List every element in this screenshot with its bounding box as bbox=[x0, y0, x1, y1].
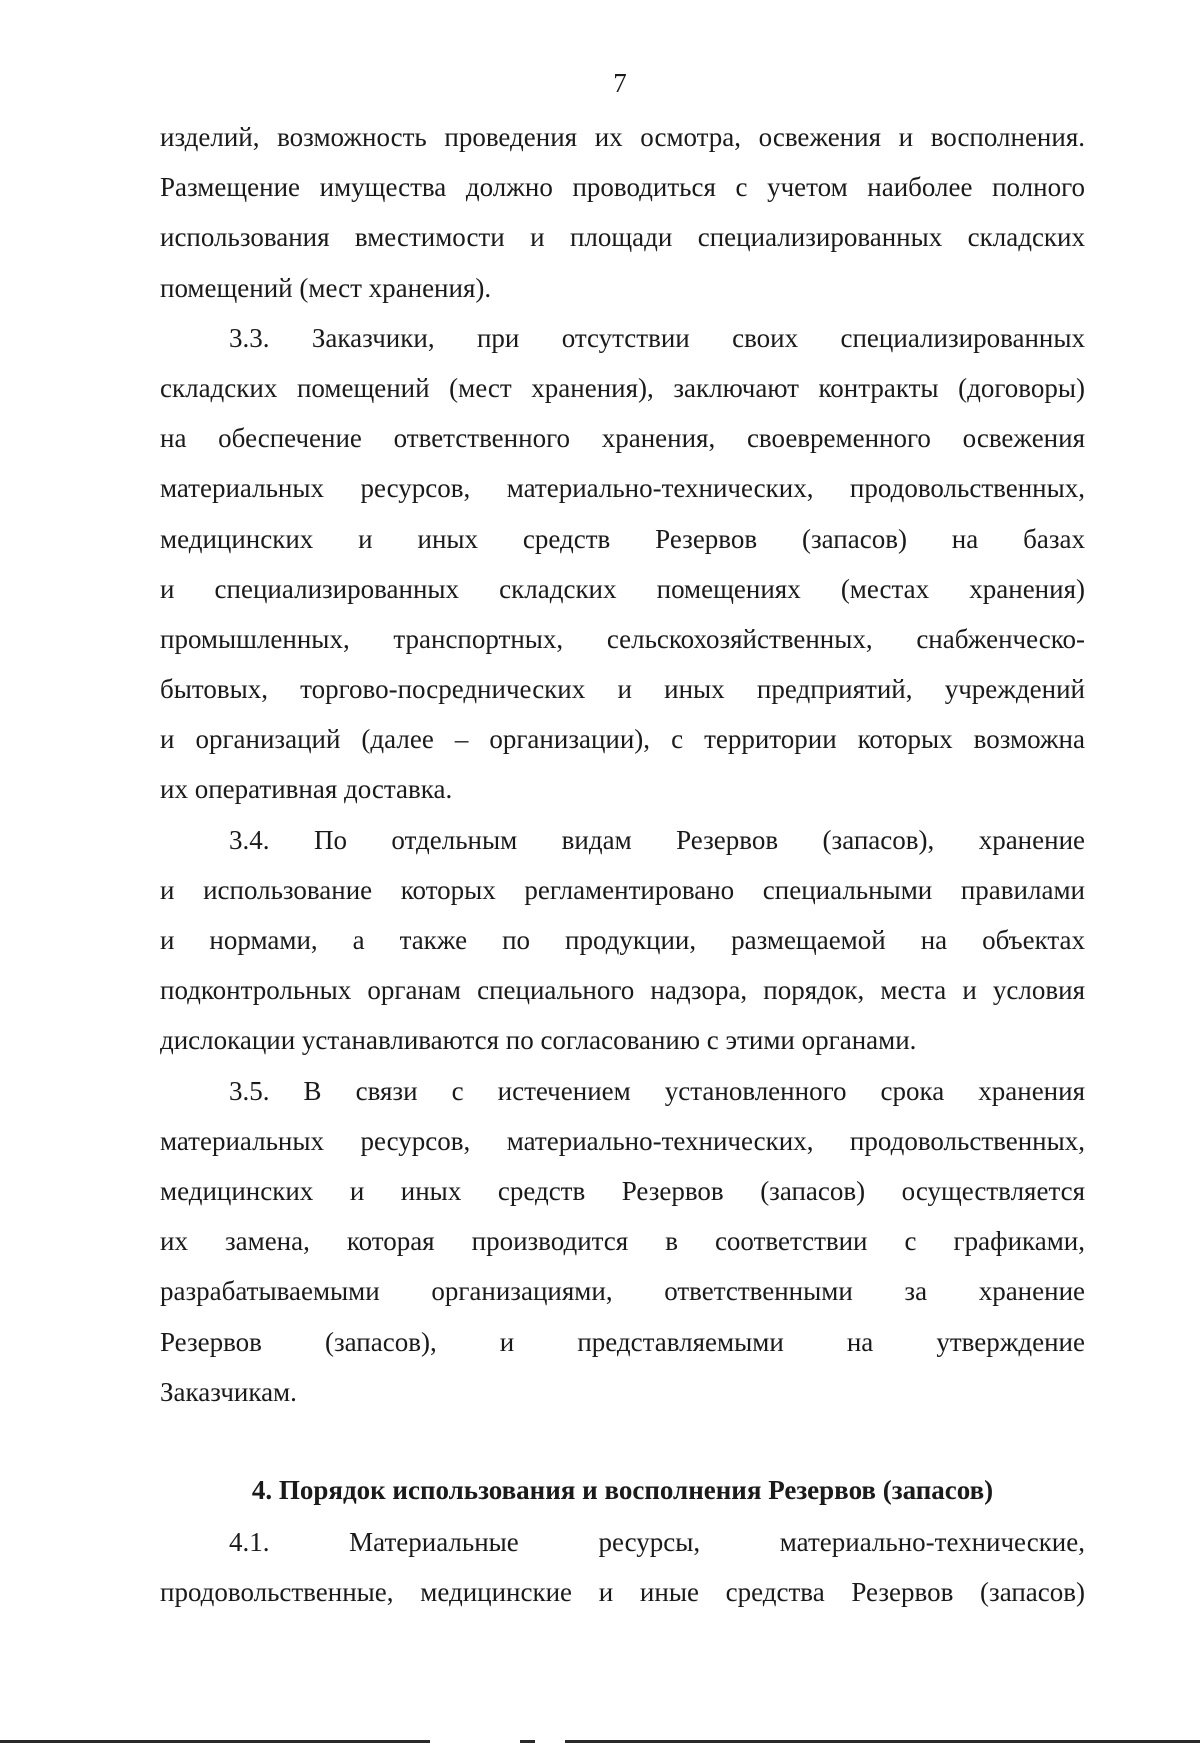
text-line: Заказчикам. bbox=[160, 1376, 297, 1407]
text-line: материальных ресурсов, материально-технических, продовольственных, bbox=[160, 473, 1085, 504]
document-body bbox=[160, 112, 1085, 1617]
text-line: материальных ресурсов, материально-технических, продовольственных, bbox=[160, 1125, 1085, 1156]
text-line: и использование которых регламентировано специальными правилами bbox=[160, 874, 1085, 905]
text-line: разрабатываемыми организациями, ответственными за хранение bbox=[160, 1276, 1085, 1307]
paragraph-3-3 bbox=[160, 313, 1085, 815]
text-line: на обеспечение ответственного хранения, своевременного освежения bbox=[160, 423, 1085, 454]
text-line: и специализированных складских помещениях (местах хранения) bbox=[160, 573, 1085, 604]
scan-edge-gap bbox=[535, 1738, 565, 1745]
text-line: помещений (мест хранения). bbox=[160, 272, 492, 303]
text-line: медицинских и иных средств Резервов (запасов) осуществляется bbox=[160, 1175, 1085, 1206]
paragraph-3-5 bbox=[160, 1066, 1085, 1417]
text-line: и организаций (далее – организации), с территории которых возможна bbox=[160, 724, 1085, 755]
text-line: изделий, возможность проведения их осмотра, освежения и восполнения. bbox=[160, 122, 1085, 152]
text-line: использования вместимости и площади специализированных складских bbox=[160, 222, 1085, 253]
text-line: медицинских и иных средств Резервов (запасов) на базах bbox=[160, 523, 1085, 554]
text-line: подконтрольных органам специального надзора, порядок, места и условия bbox=[160, 975, 1085, 1006]
text-line: складских помещений (мест хранения), заключают контракты (договоры) bbox=[160, 372, 1085, 403]
text-line: промышленных, транспортных, сельскохозяйственных, снабженческо- bbox=[160, 623, 1085, 654]
text-line: 3.5. В связи с истечением установленного срока хранения bbox=[229, 1075, 1085, 1106]
text-line: 3.4. По отдельным видам Резервов (запасов), хранение bbox=[229, 824, 1085, 855]
page-number: 7 bbox=[613, 68, 627, 98]
text-line: бытовых, торгово-посреднических и иных предприятий, учреждений bbox=[160, 674, 1085, 705]
text-line: 3.3. Заказчики, при отсутствии своих специализированных bbox=[229, 322, 1085, 353]
paragraph-continued bbox=[160, 112, 1085, 313]
text-line: продовольственные, медицинские и иные средства Резервов (запасов) bbox=[160, 1577, 1085, 1608]
scan-edge-line bbox=[0, 1740, 1200, 1743]
paragraph-3-4 bbox=[160, 815, 1085, 1066]
text-line: и нормами, а также по продукции, размещаемой на объектах bbox=[160, 925, 1085, 955]
text-line: 4.1. Материальные ресурсы, материально-технические, bbox=[229, 1527, 1085, 1558]
text-line: их оперативная доставка. bbox=[160, 774, 453, 805]
text-line: Резервов (запасов), и представляемыми на утверждение bbox=[160, 1326, 1085, 1357]
scan-edge-gap bbox=[430, 1738, 520, 1745]
text-line: Размещение имущества должно проводиться с учетом наиболее полного bbox=[160, 172, 1085, 203]
text-line: их замена, которая производится в соответствии с графиками, bbox=[160, 1226, 1085, 1257]
section-heading: 4. Порядок использования и восполнения Резервов (запасов) bbox=[251, 1474, 994, 1505]
paragraph-4-1 bbox=[160, 1517, 1085, 1617]
text-line: дислокации устанавливаются по согласованию с этими органами. bbox=[160, 1025, 917, 1056]
